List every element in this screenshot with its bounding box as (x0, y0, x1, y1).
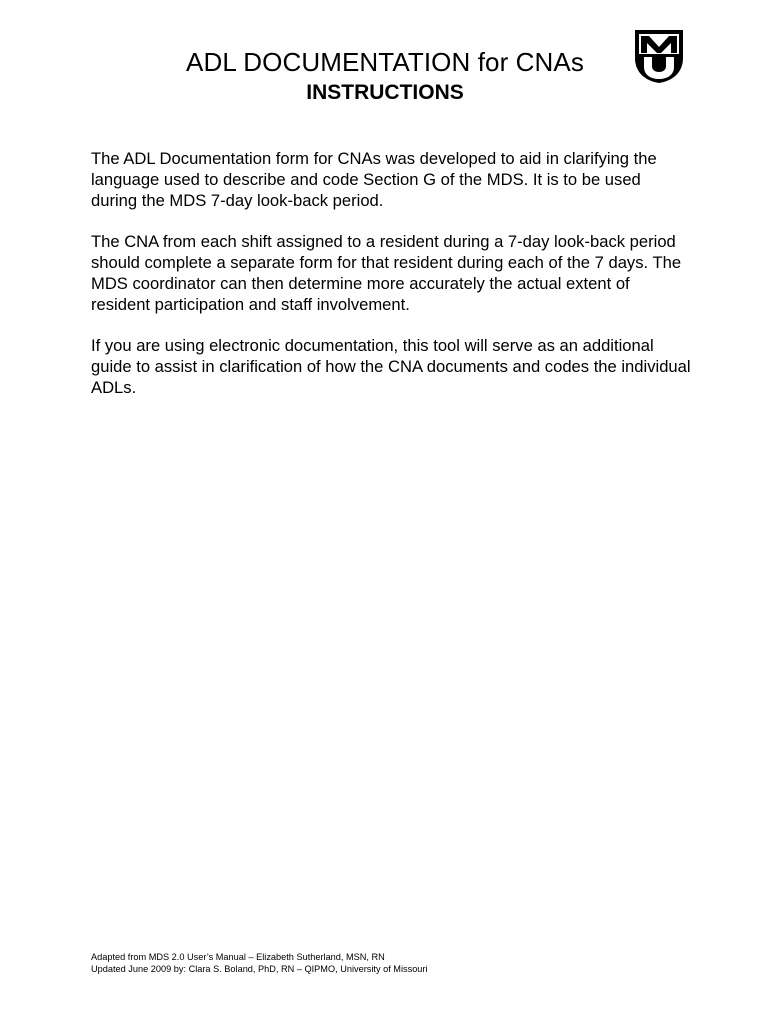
paragraph-electronic-documentation: If you are using electronic documentation, this tool will serve as an additional guide to assist in clarification of how the CNA documents and codes the individual ADLs. (91, 336, 691, 397)
paragraph-purpose: The ADL Documentation form for CNAs was developed to aid in clarifying the language used to describe and code Section G of the MDS. It is to be used during the MDS 7-day look-back period. (91, 149, 657, 210)
paragraph-shift-instructions: The CNA from each shift assigned to a resident during a 7-day look-back period should complete a separate form for that resident during each of the 7 days. The MDS coordinator can then determine more accurately the actual extent of resident participation and staff involvement. (91, 232, 682, 314)
document-footer (91, 952, 428, 975)
footer-line-updated: Updated June 2009 by: Clara S. Boland, PhD, RN – QIPMO, University of Missouri (91, 963, 428, 974)
mu-shield-logo-icon (632, 28, 686, 84)
document-title: ADL DOCUMENTATION for CNAs (186, 47, 584, 77)
footer-line-adapted: Adapted from MDS 2.0 User’s Manual – Elizabeth Sutherland, MSN, RN (91, 952, 385, 962)
instructions-body (91, 148, 691, 418)
document-subtitle: INSTRUCTIONS (306, 81, 464, 104)
